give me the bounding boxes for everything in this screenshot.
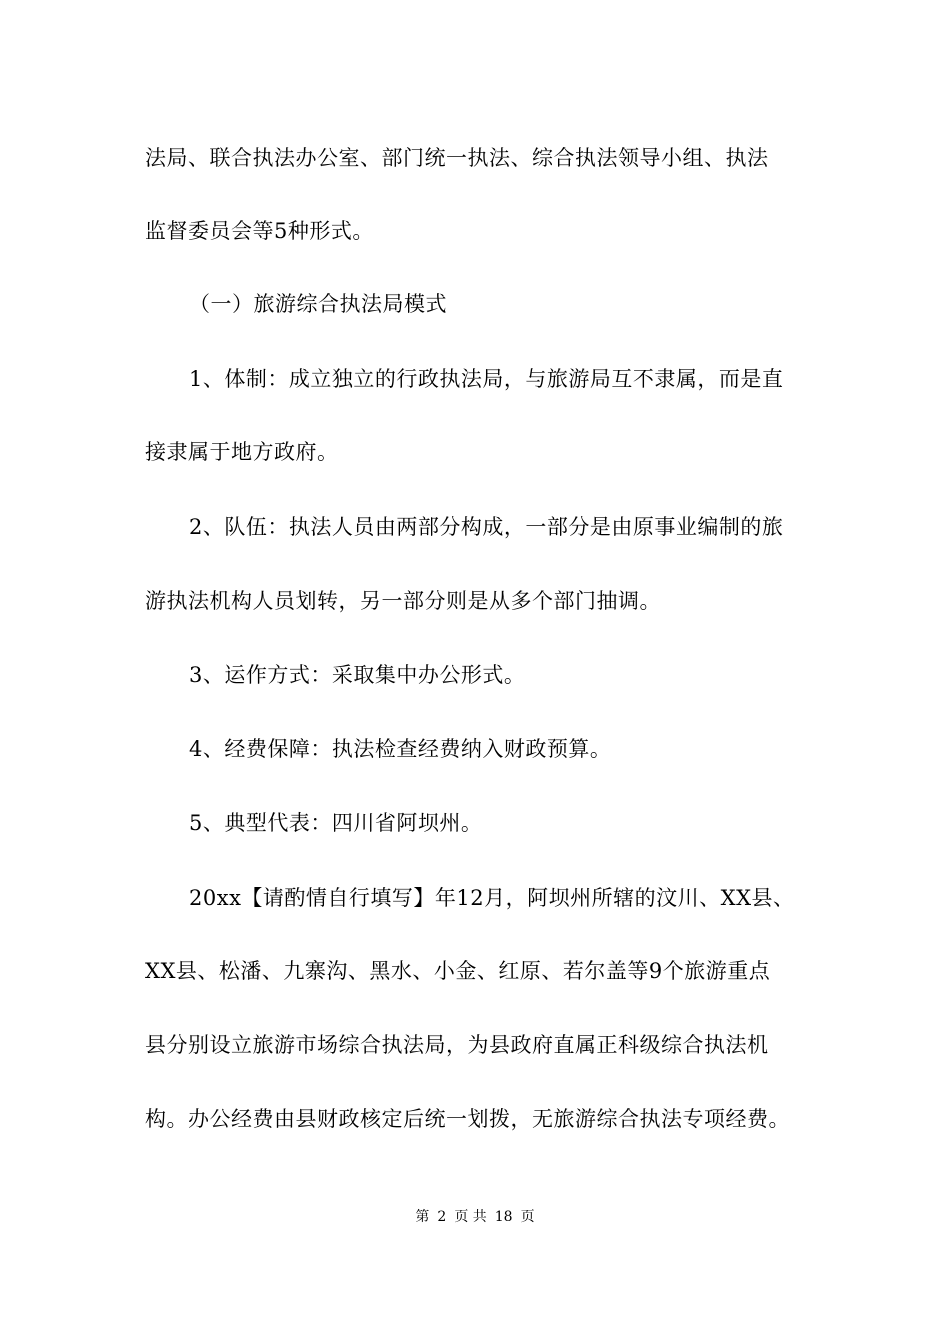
text-line-14: 构。办公经费由县财政核定后统一划拨，无旅游综合执法专项经费。	[145, 1107, 790, 1131]
text-line-10: 5、典型代表：四川省阿坝州。	[189, 811, 483, 835]
footer-suffix: 页	[520, 1209, 535, 1225]
text-line-6: 2、队伍：执法人员由两部分构成，一部分是由原事业编制的旅	[189, 515, 784, 539]
text-line-1: 法局、联合执法办公室、部门统一执法、综合执法领导小组、执法	[145, 146, 769, 170]
footer-middle: 页 共	[454, 1209, 487, 1225]
text-line-9: 4、经费保障：执法检查经费纳入财政预算。	[189, 737, 612, 761]
footer-current-page: 2	[437, 1209, 447, 1225]
footer-prefix: 第	[415, 1209, 430, 1225]
footer-total-pages: 18	[494, 1209, 513, 1225]
text-line-8: 3、运作方式：采取集中办公形式。	[189, 663, 526, 687]
text-line-4: 1、体制：成立独立的行政执法局，与旅游局互不隶属，而是直	[189, 367, 784, 391]
text-line-5: 接隶属于地方政府。	[145, 440, 339, 464]
text-line-13: 县分别设立旅游市场综合执法局，为县政府直属正科级综合执法机	[145, 1033, 769, 1057]
text-line-7: 游执法机构人员划转，另一部分则是从多个部门抽调。	[145, 589, 661, 613]
page-footer	[0, 1208, 950, 1226]
text-line-12: XX县、松潘、九寨沟、黑水、小金、红原、若尔盖等9个旅游重点	[145, 959, 771, 983]
section-heading: （一）旅游综合执法局模式	[189, 292, 447, 316]
text-line-11: 20xx【请酌情自行填写】年12月，阿坝州所辖的汶川、XX县、	[189, 886, 795, 910]
text-line-2: 监督委员会等5种形式。	[145, 219, 374, 243]
